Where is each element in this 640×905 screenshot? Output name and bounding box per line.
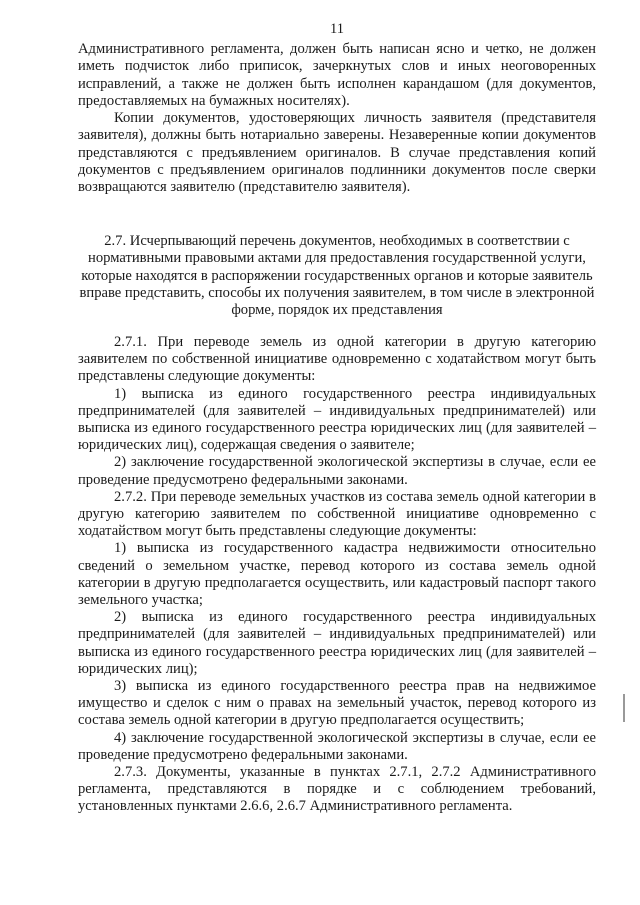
clause-2-7-1-item-2: 2) заключение государственной экологической экспертизы в случае, если ее проведение предусмотрено федеральными законами. <box>78 454 596 488</box>
continuation-text <box>78 41 596 197</box>
clause-2-7-3: 2.7.3. Документы, указанные в пунктах 2.7.1, 2.7.2 Административного регламента, представляются в порядке и с соблюдением требований, установленных пунктами 2.6.6, 2.6.7 Административного регламента. <box>78 764 596 815</box>
clause-2-7-1: 2.7.1. При переводе земель из одной категории в другую категорию заявителем по собственной инициативе одновременно с ходатайством могут быть представлены следующие документы: <box>78 334 596 385</box>
heading-text: 2.7. Исчерпывающий перечень документов, необходимых в соответствии с нормативными правовыми актами для предоставления государственной услуги, которые находятся в распоряжении государственных органов и которые заявитель вправе представить, способы их получения заявителем, в том числе в электронной форме, порядок их представления <box>79 233 595 319</box>
section-body <box>78 334 596 816</box>
clause-2-7-2-item-2: 2) выписка из единого государственного реестра индивидуальных предпринимателей (для заявителей – индивидуальных предпринимателей) или выписка из единого государственного реестра юридических лиц (для заявителей – юридических лиц); <box>78 609 596 677</box>
clause-2-7-2-item-4: 4) заключение государственной экологической экспертизы в случае, если ее проведение предусмотрено федеральными законами. <box>78 729 596 763</box>
clause-2-7-2-item-3: 3) выписка из единого государственного реестра прав на недвижимое имущество и сделок с ним о правах на земельный участок, перевод которого из состава земель одной категории в другую предполагается осуществить; <box>78 678 596 729</box>
clause-2-7-1-item-1: 1) выписка из единого государственного реестра индивидуальных предпринимателей (для заявителей – индивидуальных предпринимателей) или выписка из единого государственного реестра юридических лиц (для заявителей – юридических лиц), содержащая сведения о заявителе; <box>78 385 596 454</box>
clause-2-7-2-item-1: 1) выписка из государственного кадастра недвижимости относительно сведений о земельном участке, перевод которого из состава земель одной категории в другую предполагается осуществить, или кадастровый паспорт такого земельного участка; <box>78 540 596 609</box>
page-number: 11 <box>330 21 344 37</box>
paragraph-copies: Копии документов, удостоверяющих личность заявителя (представителя заявителя), должны быть нотариально заверены. Незаверенные копии документов представляются с предъявлением оригиналов. В случае представления копий документов с предъявлением оригиналов подлинники документов после сверки возвращаются заявителю (представителю заявителя). <box>78 110 596 196</box>
margin-mark <box>623 694 625 722</box>
section-heading <box>78 233 596 319</box>
paragraph-continuation: Административного регламента, должен быть написан ясно и четко, не должен иметь подчисток либо приписок, зачеркнутых слов и иных неоговоренных исправлений, а также не должен быть исполнен карандашом (для документов, предоставляемых на бумажных носителях). <box>78 41 596 109</box>
clause-2-7-2: 2.7.2. При переводе земельных участков из состава земель одной категории в другую категорию заявителем по собственной инициативе одновременно с ходатайством могут быть представлены следующие документы: <box>78 488 596 540</box>
